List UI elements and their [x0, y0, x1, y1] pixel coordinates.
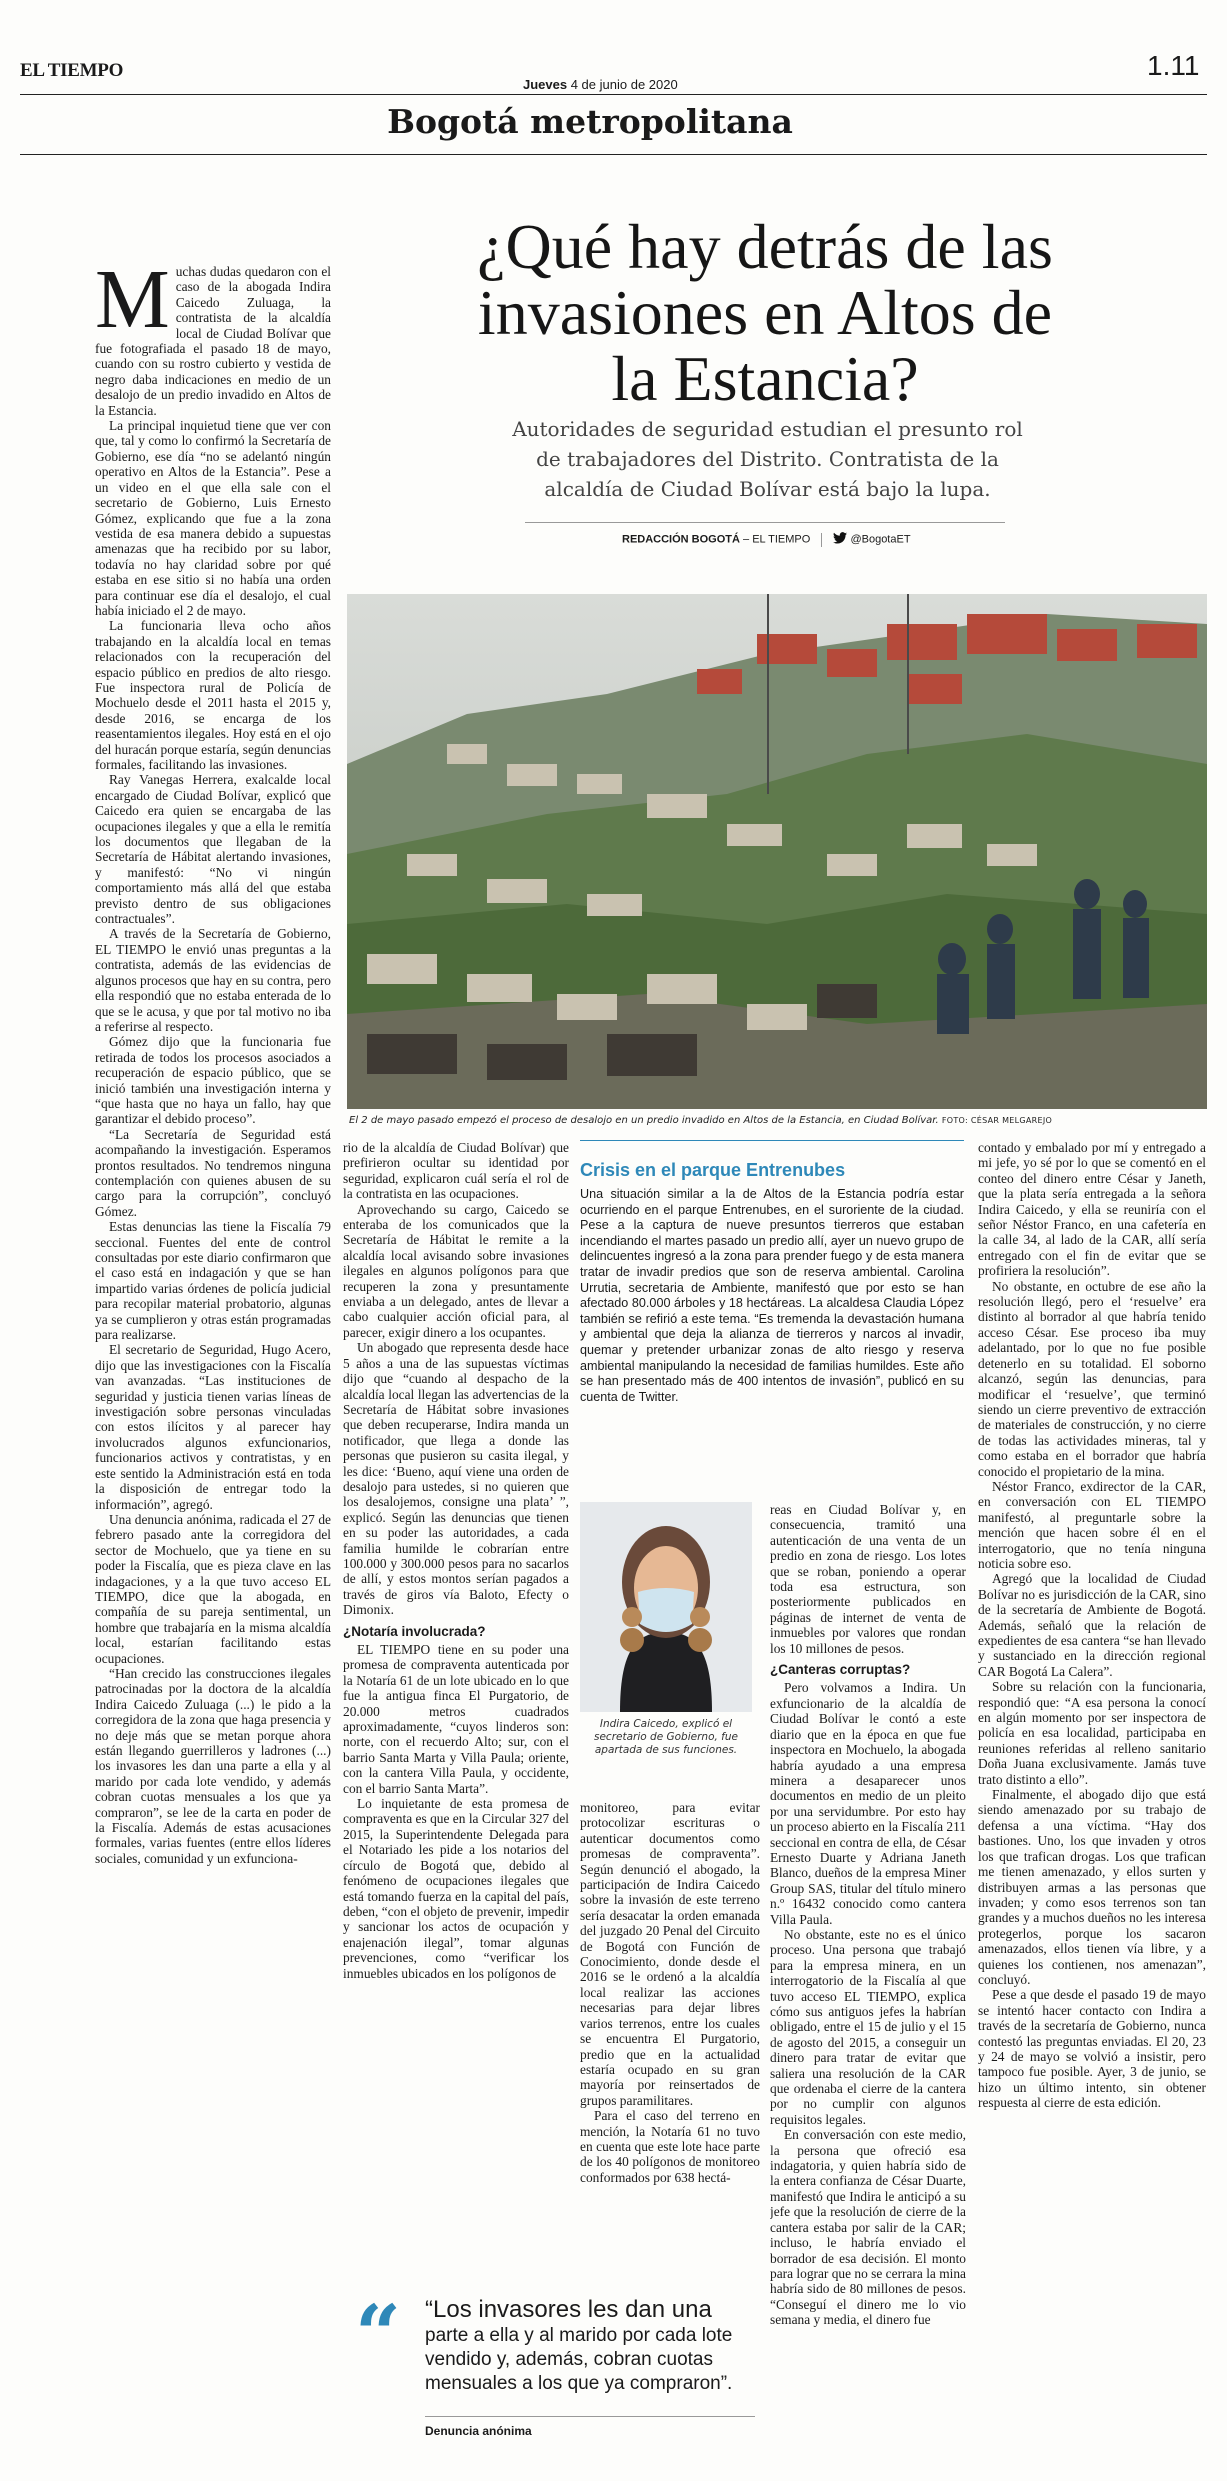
article-column-2 — [343, 1140, 569, 2475]
byline-author: REDACCIÓN BOGOTÁ — [622, 533, 740, 546]
article-paragraph: “Han crecido las construcciones ilegales patrocinadas por la doctora de la alcaldía Indira Caicedo Zuluaga (...) le pido a la corregidora de la zona que haga presencia y no deje más que se metan porque ahora están llegando guerrilleros y ladrones (...) los invasores les dan una parte a ella y al marido por cada lote vendido, y además cobran cuotas mensuales a los que ya compraron”, se lee de la carta en poder de la Fiscalía. Además de estas acusaciones formales, varias fuentes (entre ellos líderes sociales, comunidad y un exfunciona- — [95, 1665, 331, 1866]
article-paragraph: Para el caso del terreno en mención, la Notaría 61 no tuvo en cuenta que este lote hace parte de los 40 polígonos de monitoreo conformados por 638 hectá- — [580, 2108, 760, 2185]
byline-handle: @BogotaET — [850, 533, 911, 546]
article-paragraph: No obstante, este no es el único proceso. Una persona que trabajó para la empresa minera, en un interrogatorio de la Fiscalía al que tuvo acceso EL TIEMPO, explica cómo sus antiguos jefes la habrían obligado, entre el 15 de julio y el 15 de agosto del 2015, a conseguir un dinero para tratar de evitar que saliera una resolución de la CAR que ordenaba el cierre de la cantera por no cumplir con algunos requisitos legales. — [770, 1926, 966, 2127]
dateline — [523, 77, 678, 92]
article-paragraph: Sobre su relación con la funcionaria, respondió que: “A esa persona la conocí en algún momento por ser inspectora de policía en esa localidad, participaba en reuniones referidas al relleno sanitario Doña Juana exclusivamente. Jamás tuve trato distinto a ello”. — [978, 1679, 1206, 1787]
article-paragraph: Una denuncia anónima, radicada el 27 de febrero pasado ante la corregidora del sector de Mochuelo, que ya tiene en su poder la Fiscalía, que es pieza clave en las indagaciones, y a la que tuvo acceso EL TIEMPO, dice que la abogada, en compañía de su pareja sentimental, un hombre que trabajaría en la misma alcaldía local, estarían facilitando estas ocupaciones. — [95, 1511, 331, 1666]
header-rule — [20, 94, 1207, 95]
subhead-canteras: ¿Canteras corruptas? — [770, 1662, 911, 1678]
quote-mark-icon: “ — [355, 2287, 402, 2381]
byline-outlet: – EL TIEMPO — [743, 533, 811, 546]
article-paragraph: reas en Ciudad Bolívar y, en consecuencia, tramitó una autenticación de una venta de un predio en zona de riesgo. Los lotes que se roban, poniendo a operar toda esa estructura, son posteriormente publicados en páginas de internet de venta de inmuebles por valores que rondan los 10 millones de pesos. — [770, 1502, 966, 1656]
article-paragraph: Néstor Franco, exdirector de la CAR, en conversación con EL TIEMPO manifestó, al preguntarle sobre la mención que hacen sobre él en el interrogatorio, que no tenía ninguna noticia sobre eso. — [978, 1478, 1206, 1571]
article-paragraph: La funcionaria lleva ocho años trabajando en la alcaldía local en temas relacionados con la recuperación del espacio público en predios de alto riesgo. Fue inspectora rural de Policía de Mochuelo desde el 2011 hasta el 2015 y, desde 2016, se encarga de los reasentamientos ilegales. Hoy está en el ojo del huracán porque estaría, según denuncias formales, facilitando las invasiones. — [95, 618, 331, 772]
photo-caption-text: El 2 de mayo pasado empezó el proceso de desalojo en un predio invadido en Altos de la Estancia, en Ciudad Bolívar. — [349, 1115, 939, 1126]
article-paragraph: A través de la Secretaría de Gobierno, EL TIEMPO le envió unas preguntas a la contratista, además de las evidencias de algunos procesos que hay en su contra, pero ella respondió que no estaba enterada de lo que se le acusa, y que por tal motivo no iba a referirse al respecto. — [95, 926, 331, 1034]
article-paragraph: Finalmente, el abogado dijo que está siendo amenazado por su trabajo de defensa a una víctima. “Hay dos bastiones. Uno, los que invaden y otros los que trafican drogas. Los que trafican me tienen amenazado, y ellos surten y distribuyen armas a las personas que invaden; y como esos terrenos son tan grandes y a muchos dueños no les interesa protegerlos, porque los sacaron amenazados, ellos tienen vía libre, y a quienes los contienen, nos amenazan”, concluyó. — [978, 1787, 1206, 1987]
article-paragraph: uchas dudas quedaron con el caso de la abogada Indira Caicedo Zuluaga, la contratista de la alcaldía local de Ciudad Bolívar que fue fotografiada el pasado 18 de mayo, cuando con su rostro cubierto y vestida de negro daba indicaciones en medio de un desalojo de un predio invadido en Altos de la Estancia. — [95, 264, 331, 418]
article-paragraph: contado y embalado por mí y entregado a mi jefe, yo sé por lo que se comentó en el conteo del dinero entre César y Janeth, que la plata sería entregada a la señora Indira Caicedo, y ella se reuniría con el señor Néstor Franco, en una cafetería en la calle 34, al lado de la CAR, allí sería entregado con el fin de evitar que se profiriera la resolución”. — [978, 1140, 1206, 1279]
twitter-bird-icon — [833, 532, 847, 547]
article-paragraph: “La Secretaría de Seguridad está acompañando la investigación. Esperamos prontos resultados. No tendremos ninguna contemplación con quienes abusen de su cargo para la corrupción”, concluyó Gómez. — [95, 1126, 331, 1219]
sidebar-title: Crisis en el parque Entrenubes — [580, 1160, 846, 1180]
article-paragraph: Aprovechando su cargo, Caicedo se enteraba de los comunicados que la Secretaría de Hábitat le remite a la alcaldía local avisando sobre invasiones ilegales en algunos polígonos para que recuperen la zona y presuntamente enviaba a un delegado, antes de llevar a cabo cualquier acción oficial para, al parecer, exigir dinero a los ocupantes. — [343, 1201, 569, 1340]
pull-quote — [355, 2287, 755, 2460]
article-paragraph: Pero volvamos a Indira. Un exfuncionario de la alcaldía de Ciudad Bolívar le contó a este diario que en la época en que fue inspectora en Mochuelo, la abogada habría ayudado a una empresa minera a desaparecer unos documentos en medio de un pleito por una servidumbre. Por esto hay un proceso abierto en la Fiscalía 211 seccional en contra de ella, de César Ernesto Duarte y Adriana Janeth Blanco, dueños de la empresa Miner Group SAS, titular del título minero n.º 16432 conocido como cantera Villa Paula. — [770, 1680, 966, 1927]
article-paragraph: rio de la alcaldía de Ciudad Bolívar) que prefirieron ocultar su identidad por seguridad, explicaron cuál sería el rol de la contratista en las ocupaciones. — [343, 1140, 569, 1202]
photo-caption — [349, 1115, 1209, 1126]
dateline-date: 4 de junio de 2020 — [570, 77, 678, 92]
article-paragraph: En conversación con este medio, la persona que ofreció esa indagatoria, y quien habría sido de la entera confianza de César Duarte, manifestó que Indira le anticipó a su jefe que la resolución de cierre de la cantera estaba por salir de la CAR; incluso, le habría enviado el borrador de esa decisión. El monto para lograr que no se cerrara la mina habría sido de 80 millones de pesos. “Conseguí el dinero me lo vio semana y media, el dinero fue — [770, 2127, 966, 2328]
article-paragraph: Gómez dijo que la funcionaria fue retirada de todos los procesos asociados a recuperación de espacio público, que se inició también una investigación interna y “que hasta que no haya un fallo, hay que garantizar el debido proceso”. — [95, 1034, 331, 1127]
article-paragraph: Ray Vanegas Herrera, exalcalde local encargado de Ciudad Bolívar, explicó que Caicedo era quien se encargaba de las ocupaciones ilegales y que a ella le remitía los documentos que llegaban de la Secretaría de Hábitat alertando invasiones, y manifestó: “No vi ningún comportamiento más allá del que estaba previsto dentro de sus obligaciones contractuales”. — [95, 772, 331, 927]
article-paragraph: monitoreo, para evitar protocolizar escrituras o autenticar documentos como promesas de compraventa”. Según denunció el abogado, la participación de Indira Caicedo sobre la invasión de este terreno sería desacatar la orden emanada del juzgado 20 Penal del Circuito de Bogotá con Función de Conocimiento, donde desde el 2016 se le ordenó a la alcaldía local realizar las acciones necesarias para dejar libres varios terrenos, entre los cuales se encuentra El Purgatorio, predio que en la actualidad estaría ocupado en su gran mayoría por reinsertados de grupos paramilitares. — [580, 1800, 760, 2108]
portrait-caption: Indira Caicedo, explicó el secretario de Gobierno, fue apartada de sus funciones. — [594, 1718, 738, 1756]
article-paragraph: Agregó que la localidad de Ciudad Bolívar no es jurisdicción de la CAR, sino de la secretaría de Ambiente de Bogotá. Además, señaló que la relación de expedientes de esa cantera “se han llevado y sustanciado en la dirección regional CAR Bogotá La Calera”. — [978, 1571, 1206, 1679]
page-number: 1.11 — [1147, 50, 1200, 81]
article-paragraph: Lo inquietante de esta promesa de compraventa es que en la Circular 327 del 2015, la Superintendente Delegada para el Notariado les pide a los notarios del círculo de Bogotá que, debido al fenómeno de ocupaciones ilegales que está tomando fuerza en la capital del país, deben, “con el objeto de prevenir, impedir y sancionar los actos de ocupación y enajenación ilegal”, tomar algunas prevenciones, como “verificar los inmuebles ubicados en los polígonos de — [343, 1796, 569, 1981]
masthead: EL TIEMPO — [20, 60, 124, 81]
photo-credit: FOTO: CÉSAR MELGAREJO — [941, 1116, 1053, 1125]
article-column-5 — [978, 1140, 1206, 2475]
sidebar-box — [580, 1140, 964, 1490]
pull-quote-rule — [425, 2416, 755, 2417]
drop-cap: M — [95, 264, 170, 346]
sidebar-text: Una situación similar a la de Altos de la Estancia podría estar ocurriendo en el parque Entrenubes, en el suroriente de la ciudad. Pese a la captura de nueve presuntos tierreros que estaban incendiando el martes pasado un predio allí, ayer un nuevo grupo de delincuentes ingresó a la zona para prender fuego y de esta manera tratar de invadir predios que son de reserva ambiental. Carolina Urrutia, secretaria de Ambiente, manifestó que por esto se han afectado 80.000 árboles y 18 hectáreas. La alcaldesa Claudia López también se refirió a este tema. “Es tremenda la devastación humana y ambiental que deja la alianza de tierreros y narcos al invadir, quemar y pretender urbanizar zonas de alto riesgo y reserva ambiental manipulando la necesidad de familias humildes. Este año se han presentado más de 400 intentos de invasión”, publicó en su cuenta de Twitter. — [580, 1187, 964, 1404]
article-paragraph: La principal inquietud tiene que ver con que, tal y como lo confirmó la Secretaría de Gobierno, ese día “no se adelantó ningún operativo en Altos de la Estancia”. Pese a un video en el que ella sale con el secretario de Gobierno, Luis Ernesto Gómez, explicando que fue a la zona vestida de esa manera debido a supuestas amenazas que ha recibido por su labor, todavía no hay claridad sobre por qué estaba en ese sitio si no había una orden para continuar ese día el desalojo, el cual había iniciado el 2 de mayo. — [95, 418, 331, 618]
section-rule — [20, 154, 1207, 155]
section-title: Bogotá metropolitana — [387, 102, 793, 141]
pull-quote-text — [425, 2298, 755, 2396]
deck: Autoridades de seguridad estudian el presunto rol de trabajadores del Distrito. Contratista de la alcaldía de Ciudad Bolívar está bajo la lupa. — [512, 417, 1023, 501]
article-paragraph: EL TIEMPO tiene en su poder una promesa de compraventa autenticada por la Notaría 61 de un lote ubicado en lo que fue la antigua finca El Purgatorio, de 20.000 metros cuadrados aproximadamente, “cuyos linderos son: norte, con el recuerdo Alto; sur, con el barrio Santa Marta y Villa Paula; oriente, con la cantera Villa Paula, y occidente, con el barrio Santa Marta”. — [343, 1642, 569, 1796]
pull-quote-attribution: Denuncia anónima — [425, 2424, 532, 2438]
headline: ¿Qué hay detrás de las invasiones en Altos de la Estancia? — [477, 211, 1053, 414]
pull-quote-rest: parte a ella y al marido por cada lote vendido y, además, cobran cuotas mensuales a los que ya compraron”. — [425, 2325, 733, 2394]
sidebar-rule — [580, 1140, 964, 1141]
article-column-3 — [580, 1800, 760, 2200]
article-paragraph: El secretario de Seguridad, Hugo Acero, dijo que las investigaciones con la Fiscalía van avanzadas. “Las instituciones de seguridad y justicia tienen varias líneas de investigación sobre personas vinculadas con estos ilícitos y al parecer hay involucrados algunos exfuncionarios, funcionarios activos y contratistas, y en este sentido la Administración está en toda la disposición de entregar todo la información”, agregó. — [95, 1342, 331, 1512]
article-column-1 — [95, 264, 331, 2474]
subhead-notaria: ¿Notaría involucrada? — [343, 1623, 486, 1639]
dateline-weekday: Jueves — [523, 77, 568, 92]
article-paragraph: Estas denuncias las tiene la Fiscalía 79 seccional. Fuentes del ente de control consultadas por este diario confirmaron que el caso está en indagación y que se han impartido varias órdenes de policía judicial para recopilar material probatorio, algunas ya se cumplieron y otras están programadas para realizarse. — [95, 1219, 331, 1343]
byline — [622, 532, 911, 547]
article-paragraph: Pese a que desde el pasado 19 de mayo se intentó hacer contacto con Indira a través de la secretaría de Gobierno, nunca contestó las preguntas enviadas. El 20, 23 y 24 de mayo se volvió a insistir, pero tampoco fue posible. Ayer, 3 de junio, se hizo un último intento, sin obtener respuesta al cierre de esta edición. — [978, 1987, 1206, 2111]
article-paragraph: Un abogado que representa desde hace 5 años a una de las supuestas víctimas dijo que “cuando al despacho de la alcaldía local llegan las advertencias de la Secretaría de Hábitat sobre invasiones que deben recuperarse, Indira manda un notificador, que llega a donde las personas que pusieron su casita ilegal, y les dice: ‘Bueno, aquí viene una orden de desalojo para ustedes, si no quieren que los desalojemos, consigne una plata’ ”, explicó. Según las denuncias que tienen en su poder las autoridades, a cada familia humilde le cobrarían entre 100.000 y 300.000 pesos para no sacarlos de allí, y estos montos serían pagados a través de giros vía Baloto, Efecty o Dimonix. — [343, 1340, 569, 1618]
article-column-4 — [770, 1502, 966, 2372]
byline-rule — [525, 522, 1005, 523]
pull-quote-lead: “Los invasores les dan una — [425, 2296, 712, 2323]
main-photo — [347, 594, 1207, 1109]
article-paragraph: No obstante, en octubre de ese año la resolución llegó, pero el ‘resuelve’ era distinto al borrador al que habría tenido acceso César. Ese proceso iba muy adelantado, por lo que no fue posible detenerlo en su totalidad. El soborno alcanzó, según las denuncias, para modificar el ‘resuelve’, que terminó siendo un cierre preventivo de extracción de materiales de construcción, y no cierre de todas las actividades mineras, tal y como estaba en el borrador que habría conocido el propietario de la mina. — [978, 1278, 1206, 1479]
portrait-photo — [580, 1502, 752, 1712]
